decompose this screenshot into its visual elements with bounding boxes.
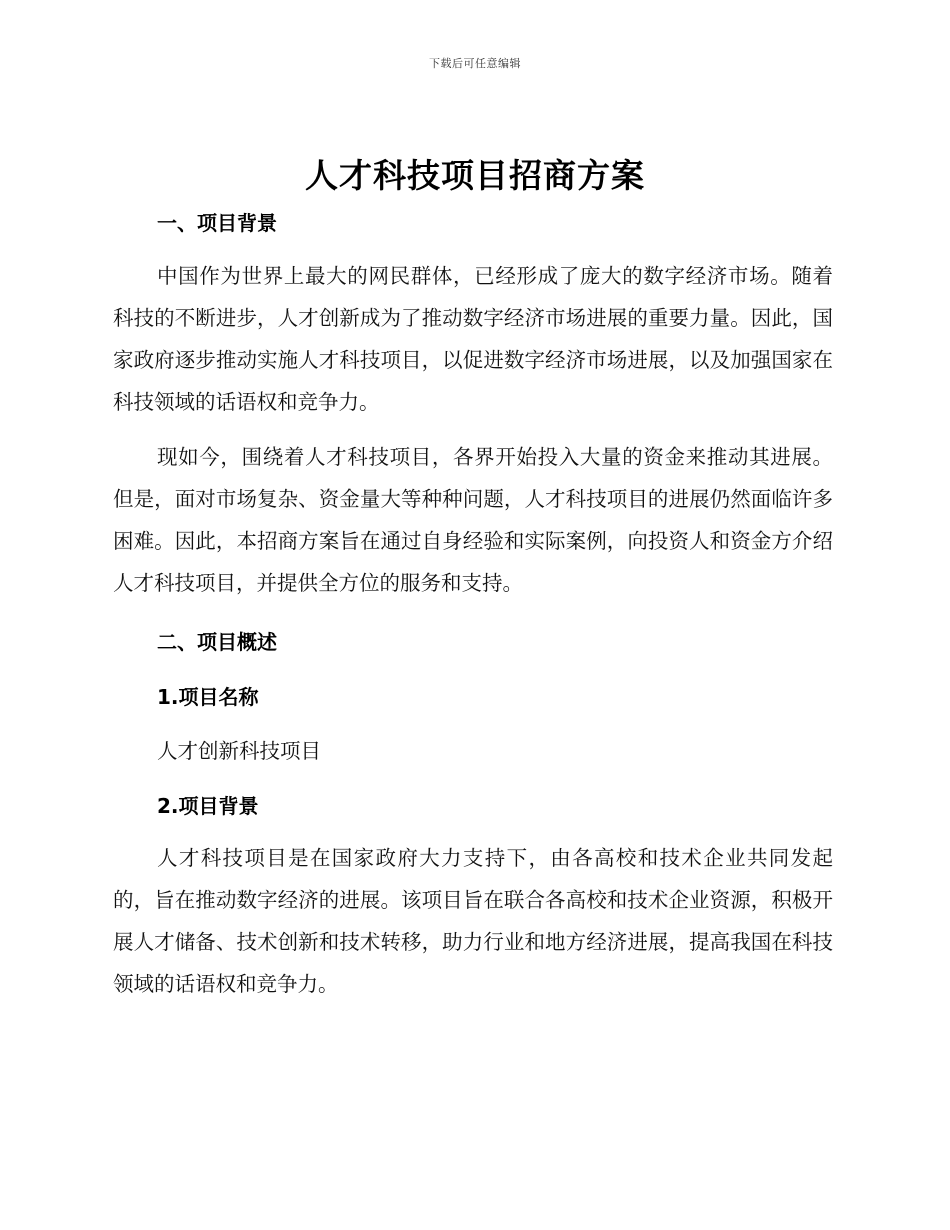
paragraph-background-2: 现如今，围绕着人才科技项目，各界开始投入大量的资金来推动其进展。但是，面对市场复杂、资金量大等种种问题，人才科技项目的进展仍然面临许多困难。因此，本招商方案旨在通过自身经验和实际案例，向投资人和资金方介绍人才科技项目，并提供全方位的服务和支持。 bbox=[113, 445, 833, 595]
header-note: 下载后可任意编辑 bbox=[429, 57, 521, 70]
paragraph-project-background: 人才科技项目是在国家政府大力支持下，由各高校和技术企业共同发起的，旨在推动数字经济的进展。该项目旨在联合各高校和技术企业资源，积极开展人才储备、技术创新和技术转移，助力行业和地方经济进展，提高我国在科技领域的话语权和竞争力。 bbox=[113, 846, 833, 996]
paragraph-background-1: 中国作为世界上最大的网民群体，已经形成了庞大的数字经济市场。随着科技的不断进步，人才创新成为了推动数字经济市场进展的重要力量。因此，国家政府逐步推动实施人才科技项目，以促进数字经济市场进展，以及加强国家在科技领域的话语权和竞争力。 bbox=[113, 264, 833, 414]
subheading-project-background: 2.项目背景 bbox=[157, 794, 259, 818]
section-heading-background: 一、项目背景 bbox=[157, 211, 277, 235]
document-title: 人才科技项目招商方案 bbox=[305, 156, 645, 195]
subheading-project-name: 1.项目名称 bbox=[157, 685, 259, 709]
section-heading-overview: 二、项目概述 bbox=[157, 630, 277, 654]
project-name-value: 人才创新科技项目 bbox=[157, 739, 321, 763]
